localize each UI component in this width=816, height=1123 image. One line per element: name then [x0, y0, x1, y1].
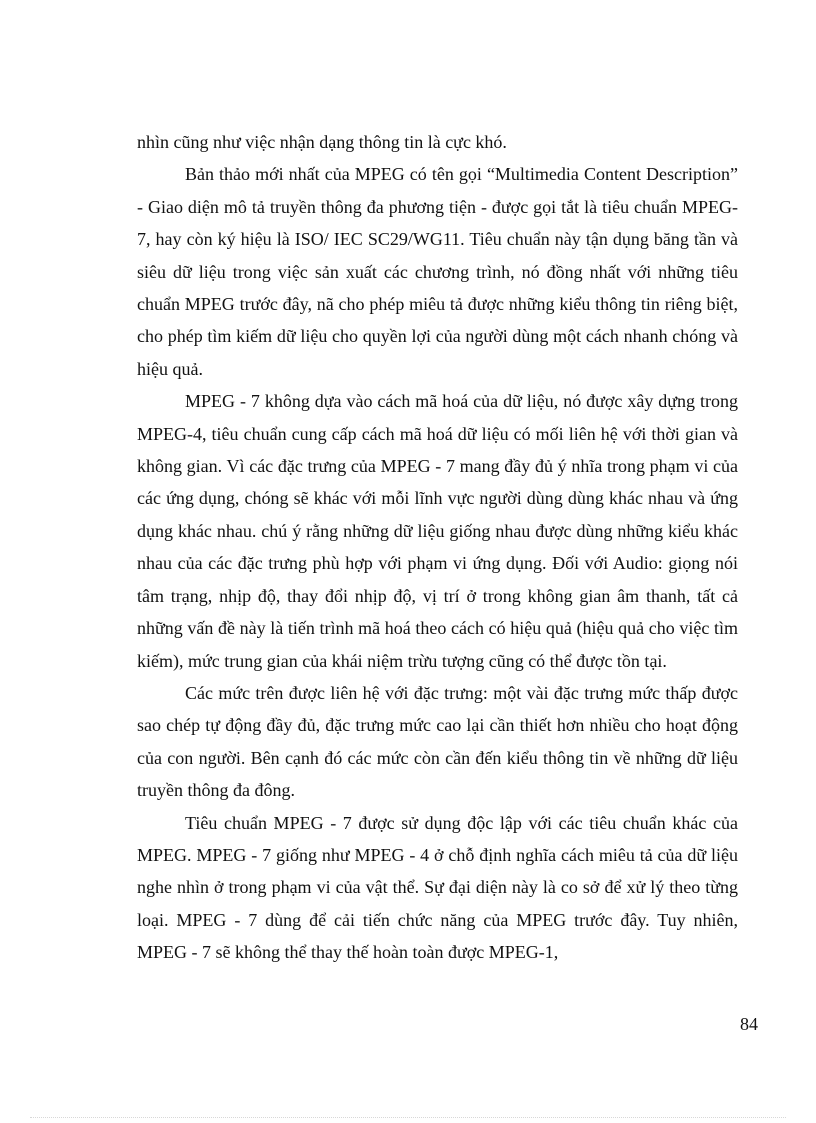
paragraph-mpeg7-definition: Bản thảo mới nhất của MPEG có tên gọi “Multimedia Content Description” - Giao diện mô tả truyền thông đa phương tiện - được gọi tắt là tiêu chuẩn MPEG-7, hay còn ký hiệu là ISO/ IEC SC29/WG11. Tiêu chuẩn này tận dụng băng tần và siêu dữ liệu trong việc sản xuất các chương trình, nó đồng nhất với những tiêu chuẩn MPEG trước đây, nã cho phép miêu tả được những kiểu thông tin riêng biệt, cho phép tìm kiếm dữ liệu cho quyền lợi của người dùng một cách nhanh chóng và hiệu quả. — [137, 164, 738, 379]
page-number: 84 — [740, 1014, 758, 1034]
paragraph-mpeg7-standard: Tiêu chuẩn MPEG - 7 được sử dụng độc lập với các tiêu chuẩn khác của MPEG. MPEG - 7 giống như MPEG - 4 ở chỗ định nghĩa cách miêu tả của dữ liệu nghe nhìn ở trong phạm vi của vật thể. Sự đại diện này là co sở để xử lý theo từng loại. MPEG - 7 dùng để cải tiến chức năng của MPEG trước đây. Tuy nhiên, MPEG - 7 sẽ không thể thay thế hoàn toàn được MPEG-1, — [137, 812, 738, 963]
paragraph-continuation: nhìn cũng như việc nhận dạng thông tin là cực khó. — [137, 132, 507, 152]
paragraph-mpeg7-encoding: MPEG - 7 không dựa vào cách mã hoá của dữ liệu, nó được xây dựng trong MPEG-4, tiêu chuẩn cung cấp cách mã hoá dữ liệu có mối liên hệ với thời gian và không gian. Vì các đặc trưng của MPEG - 7 mang đầy đủ ý nhĩa trong phạm vi của các ứng dụng, chóng sẽ khác với mỗi lĩnh vực người dùng dùng khác nhau và ứng dụng khác nhau. chú ý rằng những dữ liệu giống nhau được dùng những kiểu khác nhau của các đặc trưng phù hợp với phạm vi ứng dụng. Đối với Audio: giọng nói tâm trạng, nhịp độ, thay đổi nhịp độ, vị trí ở trong không gian âm thanh, tất cả những vấn đề này là tiến trình mã hoá theo cách có hiệu quả (hiệu quả cho việc tìm kiếm), mức trung gian của khái niệm trừu tượng cũng có thể được tồn tại. — [137, 391, 738, 671]
paragraph-feature-levels: Các mức trên được liên hệ với đặc trưng: một vài đặc trưng mức thấp được sao chép tự động đầy đủ, đặc trưng mức cao lại cần thiết hơn nhiều cho hoạt động của con người. Bên cạnh đó các mức còn cần đến kiểu thông tin về những dữ liệu truyền thông đa đông. — [137, 682, 738, 801]
body-text — [137, 126, 738, 969]
bottom-dotted-rule — [30, 1117, 786, 1118]
